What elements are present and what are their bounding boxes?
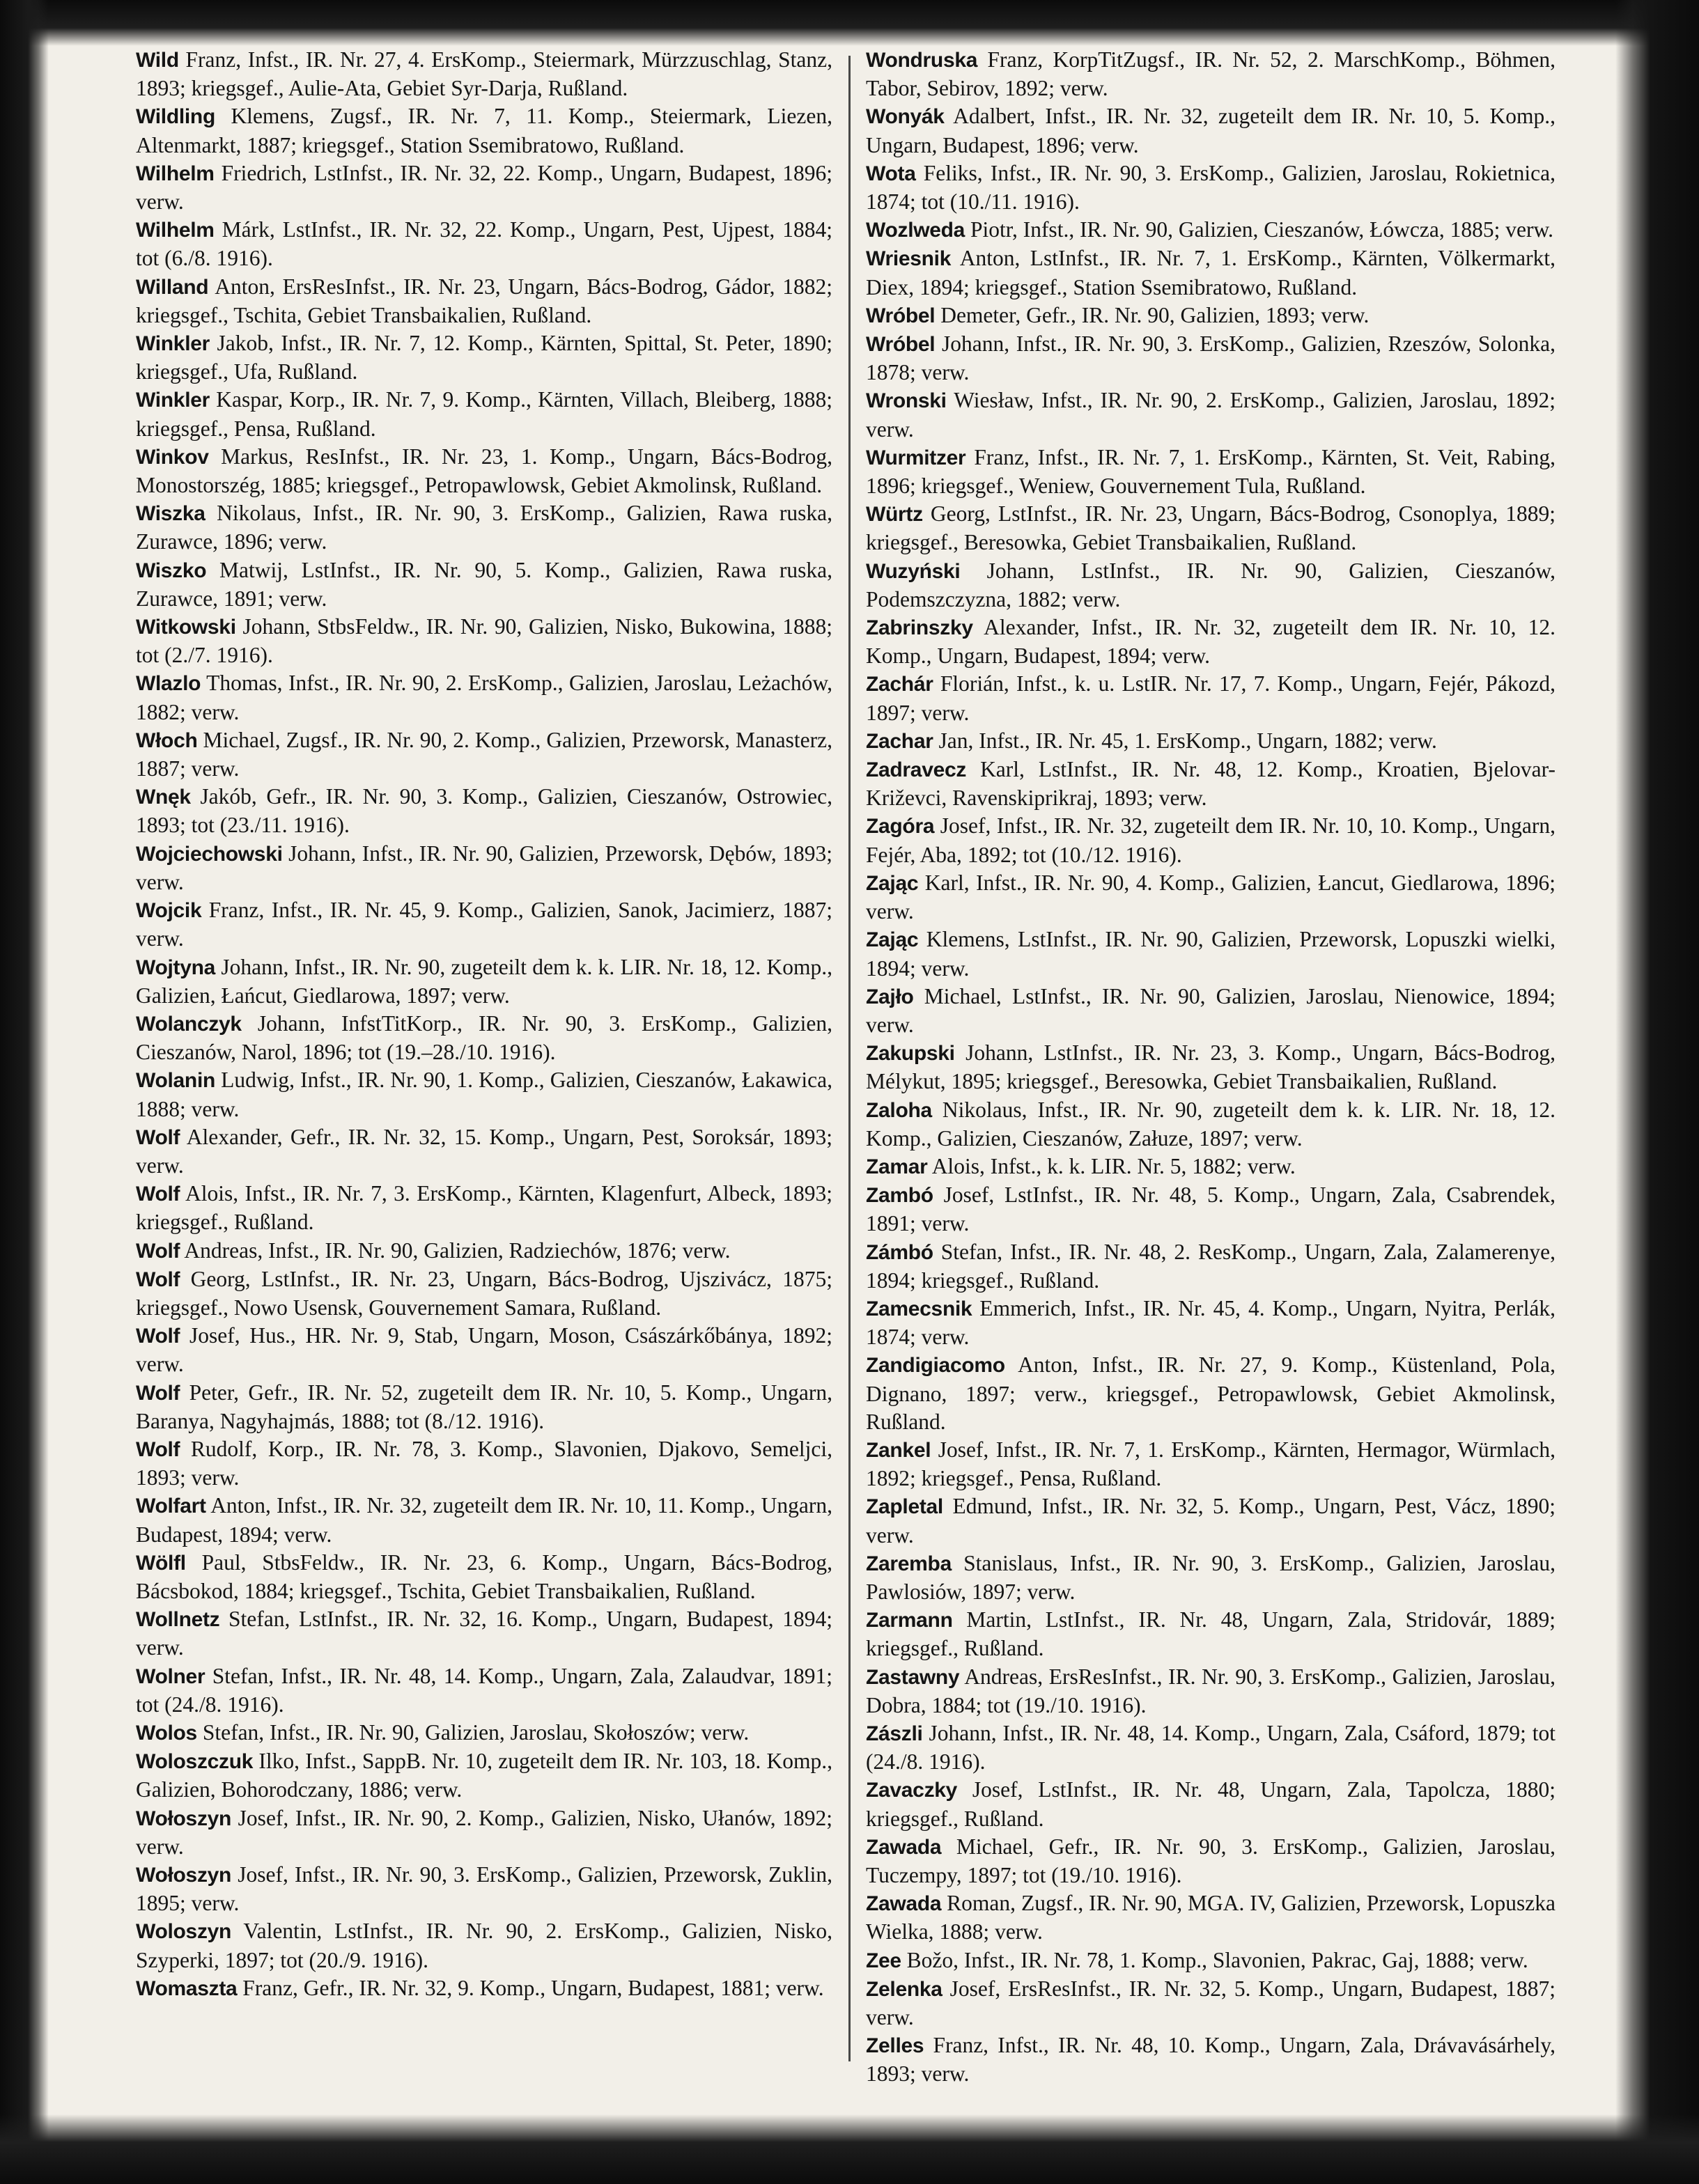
list-item [866, 1153, 1556, 1181]
list-item [866, 330, 1556, 387]
list-item [866, 1039, 1556, 1095]
entry-surname: Zászli [866, 1722, 923, 1745]
entry-surname: Zając [866, 928, 919, 952]
list-item [866, 1776, 1556, 1832]
entry-details: Franz, Infst., IR. Nr. 7, 1. ErsKomp., Kärnten, St. Veit, Rabing, 1896; kriegsgef., Weniew, Gouvernement Tula, Rußland. [866, 444, 1556, 499]
entry-surname: Winkov [136, 445, 209, 469]
entry-surname: Wolf [136, 1437, 180, 1461]
entry-details: Karl, LstInfst., IR. Nr. 48, 12. Komp., Kroatien, Bjelovar-Križevci, Ravenskiprikraj, 1893; verw. [866, 757, 1556, 811]
column-divider [848, 56, 851, 2061]
entry-surname: Zelles [866, 2034, 924, 2058]
list-item [866, 869, 1556, 926]
scan-border-left [0, 0, 49, 2184]
entry-details: Jakób, Gefr., IR. Nr. 90, 3. Komp., Galizien, Cieszanów, Ostrowiec, 1893; tot (23./11. 1916). [136, 784, 832, 838]
entry-details: Matwij, LstInfst., IR. Nr. 90, 5. Komp., Galizien, Rawa ruska, Zurawce, 1891; verw. [136, 557, 832, 611]
scan-border-top [0, 0, 1699, 46]
entry-details: Kaspar, Korp., IR. Nr. 7, 9. Komp., Kärnten, Villach, Bleiberg, 1888; kriegsgef., Pensa, Rußland. [136, 387, 833, 441]
entry-surname: Zavaczky [866, 1779, 958, 1802]
list-item [136, 953, 832, 1010]
entry-surname: Zawada [866, 1835, 942, 1859]
entry-details: Edmund, Infst., IR. Nr. 32, 5. Komp., Ungarn, Pest, Vácz, 1890; verw. [866, 1494, 1556, 1547]
entry-surname: Zabrinszky [866, 616, 973, 640]
entry-details: Martin, LstInfst., IR. Nr. 48, Ungarn, Zala, Stridovár, 1889; kriegsgef., Rußland. [866, 1607, 1556, 1661]
entry-details: Johann, Infst., IR. Nr. 90, 3. ErsKomp., Galizien, Rzeszów, Solonka, 1878; verw. [866, 332, 1556, 385]
entry-surname: Włoch [136, 728, 198, 752]
entry-surname: Wilhelm [136, 219, 215, 242]
entry-surname: Zachár [866, 673, 933, 696]
entry-details: Stefan, LstInfst., IR. Nr. 32, 16. Komp., Ungarn, Budapest, 1894; verw. [136, 1607, 833, 1660]
entry-surname: Zee [866, 1949, 901, 1972]
list-item [136, 1804, 832, 1861]
entry-details: Anton, LstInfst., IR. Nr. 7, 1. ErsKomp., Kärnten, Völkermarkt, Diex, 1894; kriegsgef., Station Ssemibratowo, Rußland. [866, 246, 1556, 299]
entry-surname: Woloszczuk [136, 1750, 254, 1774]
entry-details: Klemens, Zugsf., IR. Nr. 7, 11. Komp., Steiermark, Liezen, Altenmarkt, 1887; kriegsgef., Station Ssemibratowo, Rußland. [136, 104, 832, 157]
entry-details: Johann, LstInfst., IR. Nr. 90, Galizien, Cieszanów, Podemszczyzna, 1882; verw. [866, 558, 1556, 611]
list-item [136, 102, 832, 159]
list-item [136, 216, 832, 272]
entry-surname: Zastawny [866, 1665, 960, 1689]
list-item [136, 1549, 832, 1605]
list-item [136, 613, 832, 669]
entry-surname: Zamar [866, 1155, 928, 1178]
entry-details: Johann, StbsFeldw., IR. Nr. 90, Galizien, Nisko, Bukowina, 1888; tot (2./7. 1916). [136, 614, 832, 668]
entry-surname: Wolfart [136, 1495, 206, 1518]
list-item [136, 1861, 832, 1917]
list-item [866, 1889, 1556, 1946]
list-item [866, 1436, 1556, 1492]
entry-surname: Wiszko [136, 559, 207, 582]
entry-details: Karl, Infst., IR. Nr. 90, 4. Komp., Galizien, Łancut, Giedlarowa, 1896; verw. [866, 870, 1556, 924]
list-item [866, 812, 1556, 868]
list-item [866, 983, 1556, 1039]
entry-details: Michael, LstInfst., IR. Nr. 90, Galizien, Jaroslau, Nienowice, 1894; verw. [866, 983, 1556, 1037]
entry-details: Wiesław, Infst., IR. Nr. 90, 2. ErsKomp., Galizien, Jaroslau, 1892; verw. [866, 388, 1556, 442]
entry-surname: Zając [866, 871, 919, 895]
list-item [866, 1351, 1556, 1436]
entry-surname: Wróbel [866, 333, 936, 357]
list-item [866, 1606, 1556, 1662]
entry-surname: Wolf [136, 1239, 180, 1263]
list-item [136, 1974, 832, 2003]
entry-details: Andreas, Infst., IR. Nr. 90, Galizien, Radziechów, 1876; verw. [184, 1238, 731, 1263]
list-item [866, 1947, 1556, 1975]
entry-details: Jan, Infst., IR. Nr. 45, 1. ErsKomp., Ungarn, 1882; verw. [938, 728, 1437, 753]
entry-surname: Wlazlo [136, 672, 201, 696]
entry-surname: Zapletal [866, 1495, 943, 1519]
list-item [866, 302, 1556, 330]
list-item [866, 1181, 1556, 1238]
list-item [866, 1975, 1556, 2031]
entry-surname: Wonyák [866, 105, 945, 129]
entry-details: Franz, KorpTitZugsf., IR. Nr. 52, 2. MarschKomp., Böhmen, Tabor, Sebirov, 1892; verw. [866, 47, 1556, 101]
entry-details: Josef, Infst., IR. Nr. 90, 3. ErsKomp., Galizien, Przeworsk, Zuklin, 1895; verw. [136, 1862, 832, 1916]
entry-details: Thomas, Infst., IR. Nr. 90, 2. ErsKomp., Galizien, Jaroslau, Leżachów, 1882; verw. [136, 671, 832, 724]
list-item [136, 1322, 832, 1378]
entry-details: Stefan, Infst., IR. Nr. 90, Galizien, Jaroslau, Skołoszów; verw. [202, 1719, 750, 1745]
entry-surname: Zakupski [866, 1042, 955, 1066]
entry-details: Klemens, LstInfst., IR. Nr. 90, Galizien, Przeworsk, Lopuszki wielki, 1894; verw. [866, 927, 1556, 981]
list-item [866, 1833, 1556, 1889]
entry-surname: Wnęk [136, 786, 191, 809]
list-item [136, 1747, 832, 1804]
entry-surname: Woloszyn [136, 1920, 232, 1944]
entry-details: Johann, Infst., IR. Nr. 90, Galizien, Przeworsk, Dębów, 1893; verw. [136, 841, 833, 894]
entry-surname: Wolner [136, 1664, 205, 1688]
entry-details: Michael, Zugsf., IR. Nr. 90, 2. Komp., Galizien, Przeworsk, Manasterz, 1887; verw. [136, 727, 832, 781]
entry-details: Alois, Infst., k. k. LIR. Nr. 5, 1882; verw. [931, 1153, 1296, 1178]
entry-details: Georg, LstInfst., IR. Nr. 23, Ungarn, Bács-Bodrog, Csonoplya, 1889; kriegsgef., Beresowka, Gebiet Transbaikalien, Rußland. [866, 501, 1556, 555]
list-item [136, 1066, 832, 1123]
entry-details: Adalbert, Infst., IR. Nr. 32, zugeteilt dem IR. Nr. 10, 5. Komp., Ungarn, Budapest, 1896; verw. [866, 104, 1556, 157]
list-item [866, 444, 1556, 500]
list-item [866, 756, 1556, 812]
entry-details: Nikolaus, Infst., IR. Nr. 90, 3. ErsKomp., Galizien, Rawa ruska, Zurawce, 1896; verw. [136, 501, 833, 554]
entry-details: Stefan, Infst., IR. Nr. 48, 14. Komp., Ungarn, Zala, Zalaudvar, 1891; tot (24./8. 1916). [136, 1663, 832, 1717]
list-item [136, 1379, 832, 1435]
entry-surname: Wronski [866, 389, 947, 413]
entry-surname: Wilhelm [136, 162, 215, 185]
list-item [136, 1435, 832, 1492]
entry-details: Florián, Infst., k. u. LstIR. Nr. 17, 7. Komp., Ungarn, Fejér, Pákozd, 1897; verw. [866, 671, 1556, 725]
entry-surname: Winkler [136, 389, 210, 412]
list-item [136, 1237, 832, 1265]
entry-details: Paul, StbsFeldw., IR. Nr. 23, 6. Komp., Ungarn, Bács-Bodrog, Bácsbokod, 1884; kriegsgef., Tschita, Gebiet Transbaikalien, Rußland. [136, 1550, 832, 1603]
entry-surname: Wojciechowski [136, 842, 283, 866]
entry-details: Josef, LstInfst., IR. Nr. 48, 5. Komp., Ungarn, Zala, Csabrendek, 1891; verw. [866, 1183, 1556, 1236]
list-item [136, 1605, 832, 1662]
entry-details: Franz, Infst., IR. Nr. 27, 4. ErsKomp., Steiermark, Mürzzuschlag, Stanz, 1893; kriegsgef., Aulie-Ata, Gebiet Syr-Darja, Rußland. [136, 47, 832, 101]
entry-details: Božo, Infst., IR. Nr. 78, 1. Komp., Slavonien, Pakrac, Gaj, 1888; verw. [906, 1947, 1528, 1972]
entry-surname: Wolos [136, 1721, 197, 1745]
list-item [136, 1123, 832, 1180]
entry-surname: Winkler [136, 332, 210, 356]
entry-details: Georg, LstInfst., IR. Nr. 23, Ungarn, Bács-Bodrog, Ujszivácz, 1875; kriegsgef., Nowo Usensk, Gouvernement Samara, Rußland. [136, 1266, 832, 1320]
entry-surname: Würtz [866, 503, 923, 526]
entry-details: Alexander, Infst., IR. Nr. 32, zugeteilt dem IR. Nr. 10, 12. Komp., Ungarn, Budapest, 1894; verw. [866, 615, 1556, 669]
list-item [136, 840, 832, 896]
entry-details: Franz, Infst., IR. Nr. 45, 9. Komp., Galizien, Sanok, Jacimierz, 1887; verw. [136, 898, 832, 951]
entry-surname: Wild [136, 49, 179, 72]
list-item [866, 46, 1556, 102]
list-item [136, 1917, 832, 1974]
entry-surname: Wuzyński [866, 559, 961, 583]
list-item [136, 783, 832, 839]
entry-surname: Wildling [136, 105, 215, 129]
list-item [866, 387, 1556, 443]
list-item [866, 1663, 1556, 1719]
entry-details: Anton, ErsResInfst., IR. Nr. 23, Ungarn, Bács-Bodrog, Gádor, 1882; kriegsgef., Tschita, Gebiet Transbaikalien, Rußland. [136, 274, 832, 327]
entry-surname: Zagóra [866, 815, 935, 838]
list-item [136, 46, 832, 102]
entry-details: Josef, ErsResInfst., IR. Nr. 32, 5. Komp., Ungarn, Budapest, 1887; verw. [866, 1976, 1556, 2030]
entry-details: Josef, Infst., IR. Nr. 32, zugeteilt dem IR. Nr. 10, 10. Komp., Ungarn, Fejér, Aba, 1892; tot (10./12. 1916). [866, 813, 1556, 867]
scan-border-bottom [0, 2114, 1699, 2184]
entry-surname: Witkowski [136, 616, 236, 639]
entry-details: Josef, Hus., HR. Nr. 9, Stab, Ungarn, Moson, Császárkőbánya, 1892; verw. [136, 1323, 833, 1377]
list-item [136, 1662, 832, 1719]
entry-surname: Zadravecz [866, 758, 967, 782]
list-item [136, 556, 832, 613]
list-item [136, 726, 832, 783]
list-item [866, 1719, 1556, 1776]
entry-surname: Wojtyna [136, 956, 216, 979]
list-item [136, 1492, 832, 1548]
list-item [866, 1096, 1556, 1153]
entry-surname: Zambó [866, 1184, 933, 1208]
right-column [866, 46, 1556, 2089]
entry-surname: Wölfl [136, 1551, 186, 1575]
entry-surname: Wiszka [136, 502, 205, 526]
entry-surname: Zawada [866, 1892, 942, 1916]
entry-details: Demeter, Gefr., IR. Nr. 90, Galizien, 1893; verw. [940, 302, 1370, 327]
entry-details: Josef, Infst., IR. Nr. 7, 1. ErsKomp., Kärnten, Hermagor, Würmlach, 1892; kriegsgef., Pensa, Rußland. [866, 1437, 1556, 1491]
list-item [866, 1238, 1556, 1295]
entry-surname: Wolf [136, 1125, 180, 1149]
entry-surname: Wondruska [866, 49, 978, 72]
entry-surname: Wolf [136, 1268, 180, 1291]
entry-surname: Womaszta [136, 1976, 238, 2000]
entry-surname: Zachar [866, 729, 933, 753]
entry-details: Markus, ResInfst., IR. Nr. 23, 1. Komp., Ungarn, Bács-Bodrog, Monostorszég, 1885; kriegsgef., Petropawlowsk, Gebiet Akmolinsk, Rußland. [136, 444, 833, 498]
scan-border-right [1615, 0, 1699, 2184]
entry-details: Johann, LstInfst., IR. Nr. 23, 3. Komp., Ungarn, Bács-Bodrog, Mélykut, 1895; kriegsgef., Beresowka, Gebiet Transbaikalien, Rußland. [866, 1040, 1556, 1094]
entry-surname: Zelenka [866, 1977, 942, 2001]
list-item [866, 244, 1556, 301]
list-item [866, 727, 1556, 756]
entry-surname: Wojcik [136, 899, 202, 923]
entry-details: Josef, LstInfst., IR. Nr. 48, Ungarn, Zala, Tapolcza, 1880; kriegsgef., Rußland. [866, 1777, 1556, 1831]
list-item [136, 1180, 832, 1236]
list-item [136, 499, 832, 556]
entry-surname: Zarmann [866, 1609, 953, 1632]
list-item [136, 1719, 832, 1747]
list-item [866, 926, 1556, 982]
entry-details: Alois, Infst., IR. Nr. 7, 3. ErsKomp., Kärnten, Klagenfurt, Albeck, 1893; kriegsgef., Rußland. [136, 1181, 832, 1235]
entry-details: Alexander, Gefr., IR. Nr. 32, 15. Komp., Ungarn, Pest, Soroksár, 1893; verw. [136, 1124, 832, 1178]
entry-details: Stefan, Infst., IR. Nr. 48, 2. ResKomp., Ungarn, Zala, Zalamerenye, 1894; kriegsgef., Rußland. [866, 1239, 1556, 1293]
entry-details: Jakob, Infst., IR. Nr. 7, 12. Komp., Kärnten, Spittal, St. Peter, 1890; kriegsgef., Ufa, Rußland. [136, 331, 832, 384]
entry-details: Piotr, Infst., IR. Nr. 90, Galizien, Cieszanów, Łówcza, 1885; verw. [970, 217, 1554, 242]
entry-details: Anton, Infst., IR. Nr. 27, 9. Komp., Küstenland, Pola, Dignano, 1897; verw., kriegsgef., Petropawlowsk, Gebiet Akmolinsk, Rußland. [866, 1352, 1556, 1434]
list-item [866, 2031, 1556, 2088]
list-item [136, 1010, 832, 1066]
list-item [136, 159, 832, 216]
entry-surname: Wurmitzer [866, 446, 966, 469]
list-item [866, 216, 1556, 244]
entry-details: Nikolaus, Infst., IR. Nr. 90, zugeteilt dem k. k. LIR. Nr. 18, 12. Komp., Galizien, Cieszanów, Załuze, 1897; verw. [866, 1097, 1556, 1150]
entry-details: Franz, Infst., IR. Nr. 48, 10. Komp., Ungarn, Zala, Drávavásárhely, 1893; verw. [866, 2033, 1556, 2086]
entry-details: Ludwig, Infst., IR. Nr. 90, 1. Komp., Galizien, Cieszanów, Łakawica, 1888; verw. [136, 1068, 833, 1121]
list-item [136, 443, 832, 499]
entry-surname: Wolf [136, 1183, 180, 1206]
entry-details: Johann, InfstTitKorp., IR. Nr. 90, 3. ErsKomp., Galizien, Cieszanów, Narol, 1896; tot (19.–28./10. 1916). [136, 1011, 833, 1065]
list-item [136, 896, 832, 953]
entry-details: Johann, Infst., IR. Nr. 48, 14. Komp., Ungarn, Zala, Csáford, 1879; tot (24./8. 1916). [866, 1720, 1556, 1774]
entry-surname: Wróbel [866, 304, 936, 327]
entry-details: Stanislaus, Infst., IR. Nr. 90, 3. ErsKomp., Galizien, Jaroslau, Pawlosiów, 1897; verw. [866, 1550, 1556, 1604]
entry-details: Márk, LstInfst., IR. Nr. 32, 22. Komp., Ungarn, Pest, Ujpest, 1884; tot (6./8. 1916). [136, 217, 833, 271]
entry-surname: Wota [866, 162, 916, 185]
left-column [136, 46, 832, 2003]
entry-details: Emmerich, Infst., IR. Nr. 45, 4. Komp., Ungarn, Nyitra, Perlák, 1874; verw. [866, 1295, 1556, 1350]
entry-details: Franz, Gefr., IR. Nr. 32, 9. Komp., Ungarn, Budapest, 1881; verw. [242, 1975, 824, 2000]
entry-details: Josef, Infst., IR. Nr. 90, 2. Komp., Galizien, Nisko, Ułanów, 1892; verw. [136, 1805, 833, 1859]
entry-surname: Zámbó [866, 1240, 933, 1264]
list-item [136, 273, 832, 329]
entry-surname: Zandigiacomo [866, 1354, 1005, 1378]
list-item [866, 1295, 1556, 1351]
entry-surname: Wołoszyn [136, 1864, 232, 1887]
list-item [866, 614, 1556, 670]
list-item [866, 500, 1556, 556]
entry-surname: Zamecsnik [866, 1297, 972, 1320]
list-item [136, 329, 832, 386]
entry-details: Feliks, Infst., IR. Nr. 90, 3. ErsKomp., Galizien, Jaroslau, Rokietnica, 1874; tot (10./11. 1916). [866, 160, 1556, 214]
list-item [866, 557, 1556, 614]
entry-surname: Wozlweda [866, 219, 965, 242]
entry-surname: Wołoszyn [136, 1807, 232, 1830]
list-item [136, 1265, 832, 1322]
entry-surname: Wriesnik [866, 247, 952, 271]
entry-details: Michael, Gefr., IR. Nr. 90, 3. ErsKomp., Galizien, Jaroslau, Tuczempy, 1897; tot (19./10. 1916). [866, 1834, 1556, 1887]
list-item [866, 1492, 1556, 1549]
entry-details: Valentin, LstInfst., IR. Nr. 90, 2. ErsKomp., Galizien, Nisko, Szyperki, 1897; tot (20./9. 1916). [136, 1919, 832, 1972]
entry-surname: Zajło [866, 985, 914, 1008]
entry-details: Anton, Infst., IR. Nr. 32, zugeteilt dem IR. Nr. 10, 11. Komp., Ungarn, Budapest, 1894; verw. [136, 1493, 832, 1547]
entry-details: Friedrich, LstInfst., IR. Nr. 32, 22. Komp., Ungarn, Budapest, 1896; verw. [136, 160, 832, 214]
entry-details: Rudolf, Korp., IR. Nr. 78, 3. Komp., Slavonien, Djakovo, Semeljci, 1893; verw. [136, 1436, 832, 1490]
list-item [136, 669, 832, 726]
entry-surname: Zaloha [866, 1098, 932, 1122]
entry-surname: Wolanczyk [136, 1012, 242, 1036]
entry-details: Andreas, ErsResInfst., IR. Nr. 90, 3. ErsKomp., Galizien, Jaroslau, Dobra, 1884; tot (19./10. 1916). [866, 1664, 1556, 1717]
entry-surname: Wolanin [136, 1069, 216, 1093]
entry-surname: Willand [136, 275, 209, 299]
list-item [136, 386, 832, 442]
list-item [866, 159, 1556, 216]
entry-surname: Zankel [866, 1438, 931, 1462]
entry-surname: Wolf [136, 1381, 180, 1405]
entry-surname: Wollnetz [136, 1608, 220, 1632]
entry-surname: Wolf [136, 1325, 180, 1348]
entry-surname: Zaremba [866, 1552, 952, 1575]
entry-details: Johann, Infst., IR. Nr. 90, zugeteilt dem k. k. LIR. Nr. 18, 12. Komp., Galizien, Łańcut, Giedlarowa, 1897; verw. [136, 954, 833, 1008]
list-item [866, 670, 1556, 726]
entry-details: Ilko, Infst., SappB. Nr. 10, zugeteilt dem IR. Nr. 103, 18. Komp., Galizien, Bohorodczany, 1886; verw. [136, 1749, 832, 1802]
list-item [866, 102, 1556, 159]
list-item [866, 1550, 1556, 1606]
entry-details: Roman, Zugsf., IR. Nr. 90, MGA. IV, Galizien, Przeworsk, Lopuszka Wielka, 1888; verw. [866, 1891, 1556, 1944]
entry-details: Peter, Gefr., IR. Nr. 52, zugeteilt dem IR. Nr. 10, 5. Komp., Ungarn, Baranya, Nagyhajmás, 1888; tot (8./12. 1916). [136, 1380, 833, 1433]
